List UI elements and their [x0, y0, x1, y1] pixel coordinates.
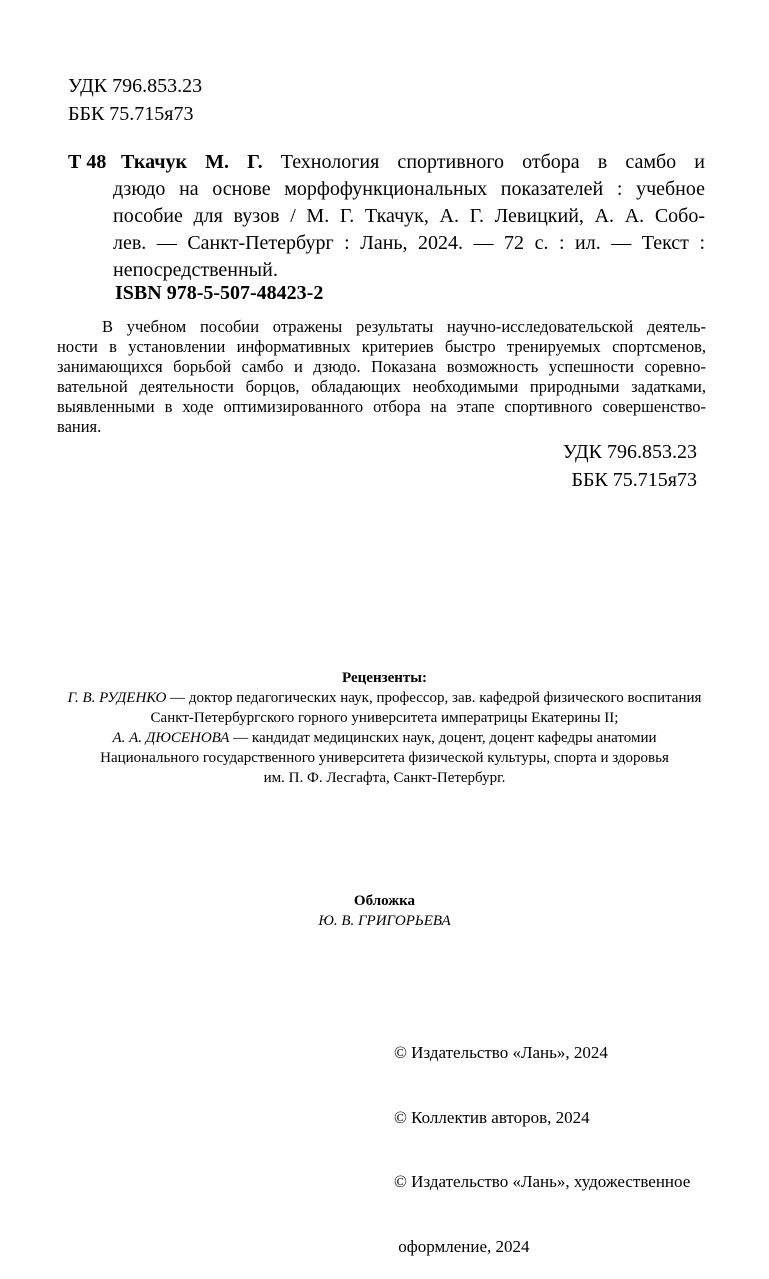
- cover-heading: Обложка: [353, 893, 416, 909]
- cover-credit-section: [0, 891, 769, 931]
- annotation-line: занимающихся борьбой самбо и дзюдо. Показана возможность успешности соревно-: [57, 357, 706, 376]
- bib-author: Ткачук М. Г.: [121, 151, 263, 173]
- reviewers-heading: Рецензенты:: [342, 670, 427, 686]
- annotation-line: ности в установлении информативных критериев быстро тренируемых спортсменов,: [57, 337, 706, 356]
- copyright-line: © Издательство «Лань», 2024: [394, 1043, 608, 1062]
- udk-number: УДК 796.853.23: [68, 75, 203, 97]
- cover-designer: Ю. В. ГРИГОРЬЕВА: [318, 913, 451, 929]
- reviewer-line: [30, 688, 739, 708]
- udk-number: УДК 796.853.23: [562, 441, 697, 463]
- reviewer-name: Г. В. РУДЕНКО: [67, 690, 167, 706]
- classification-codes-top: [68, 72, 202, 128]
- classification-codes-right: [563, 438, 697, 494]
- bbk-number: ББК 75.715я73: [68, 103, 194, 125]
- reviewer-credentials: — доктор педагогических наук, профессор, зав. кафедрой физического воспитания: [166, 690, 702, 706]
- annotation-line: выявленными в ходе оптимизированного отбора на этапе спортивного совершенство-: [57, 397, 706, 416]
- reviewer-line: [30, 728, 739, 748]
- copyright-line: © Коллектив авторов, 2024: [394, 1107, 590, 1127]
- bbk-number: ББК 75.715я73: [571, 469, 697, 491]
- bib-title: Технология спортивного отбора в самбо и: [280, 151, 705, 173]
- reviewer-name: А. А. ДЮСЕНОВА: [112, 730, 230, 746]
- annotation-line: В учебном пособии отражены результаты научно-исследовательской деятель-: [102, 317, 706, 336]
- bib-line: пособие для вузов / М. Г. Ткачук, А. Г. Левицкий, А. А. Собо-: [113, 205, 705, 227]
- bibliographic-entry: [68, 149, 705, 284]
- bib-line: [113, 149, 705, 176]
- annotation-line: вательной деятельности борцов, обладающих необходимыми природными задатками,: [57, 377, 706, 396]
- bib-line: лев. — Санкт-Петербург : Лань, 2024. — 72 с. : ил. — Текст :: [113, 232, 705, 254]
- isbn: ISBN 978-5-507-48423-2: [115, 282, 324, 304]
- bib-line: непосредственный.: [113, 259, 278, 281]
- reviewer-credentials: — кандидат медицинских наук, доцент, доцент кафедры анатомии: [229, 730, 657, 746]
- annotation-line: вания.: [57, 417, 102, 436]
- reviewer-line: Санкт-Петербургского горного университета императрицы Екатерины II;: [150, 710, 619, 726]
- bib-code: Т 48: [68, 151, 107, 173]
- copyright-line: © Издательство «Лань», художественное: [394, 1172, 691, 1191]
- copyright-line: оформление, 2024: [394, 1236, 530, 1256]
- bib-line: дзюдо на основе морфофункциональных показателей : учебное: [113, 178, 705, 200]
- reviewer-line: Национального государственного университета физической культуры, спорта и здоровья: [100, 750, 669, 766]
- reviewer-line: им. П. Ф. Лесгафта, Санкт-Петербург.: [263, 770, 506, 786]
- copyright-section: [394, 999, 690, 1279]
- reviewers-section: [30, 668, 739, 788]
- annotation: [57, 317, 706, 437]
